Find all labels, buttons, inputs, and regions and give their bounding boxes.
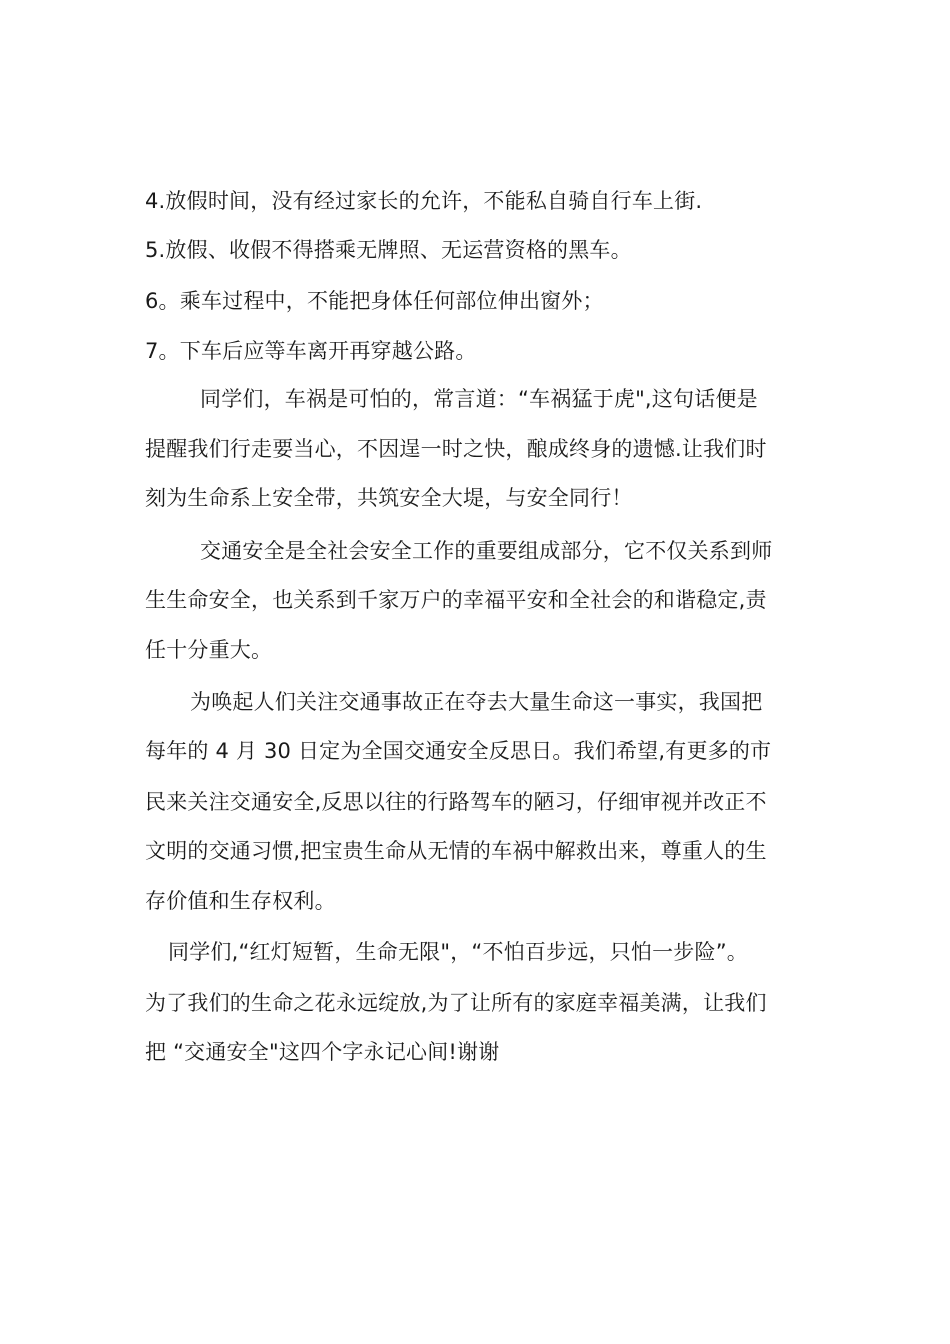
paragraph-line: 交通安全是全社会安全工作的重要组成部分，它不仅关系到师 (200, 539, 773, 563)
paragraph-line: 为唤起人们关注交通事故正在夺去大量生命这一事实，我国把 (190, 690, 763, 714)
paragraph-line: 提醒我们行走要当心，不因逞一时之快，酿成终身的遗憾.让我们时 (145, 437, 767, 461)
paragraph-line: 民来关注交通安全,反思以往的行路驾车的陋习，仔细审视并改正不 (145, 790, 767, 814)
paragraph-line: 文明的交通习惯,把宝贵生命从无情的车祸中解救出来，尊重人的生 (145, 839, 767, 863)
paragraph-line: 任十分重大。 (145, 638, 273, 662)
paragraph-line: 刻为生命系上安全带，共筑安全大堤，与安全同行！ (145, 486, 633, 510)
list-item-5: 5.放假、收假不得搭乘无牌照、无运营资格的黑车。 (145, 238, 632, 262)
paragraph-line: 每年的 4 月 30 日定为全国交通安全反思日。我们希望,有更多的市 (145, 739, 772, 763)
paragraph-line: 同学们,“红灯短暂，生命无限"，“不怕百步远，只怕一步险”。 (168, 940, 748, 964)
list-item-7: 7。下车后应等车离开再穿越公路。 (145, 339, 477, 363)
paragraph-line: 生生命安全，也关系到千家万户的幸福平安和全社会的和谐稳定,责 (145, 588, 767, 612)
paragraph-line: 为了我们的生命之花永远绽放,为了让所有的家庭幸福美满，让我们 (145, 991, 767, 1015)
list-item-6: 6。乘车过程中，不能把身体任何部位伸出窗外； (145, 289, 604, 313)
paragraph-line: 同学们，车祸是可怕的，常言道：“车祸猛于虎",这句话便是 (200, 387, 758, 411)
paragraph-line: 把 “交通安全"这四个字永记心间!谢谢 (145, 1040, 500, 1064)
paragraph-line: 存价值和生存权利。 (145, 889, 336, 913)
list-item-4: 4.放假时间，没有经过家长的允许，不能私自骑自行车上街. (145, 189, 703, 213)
